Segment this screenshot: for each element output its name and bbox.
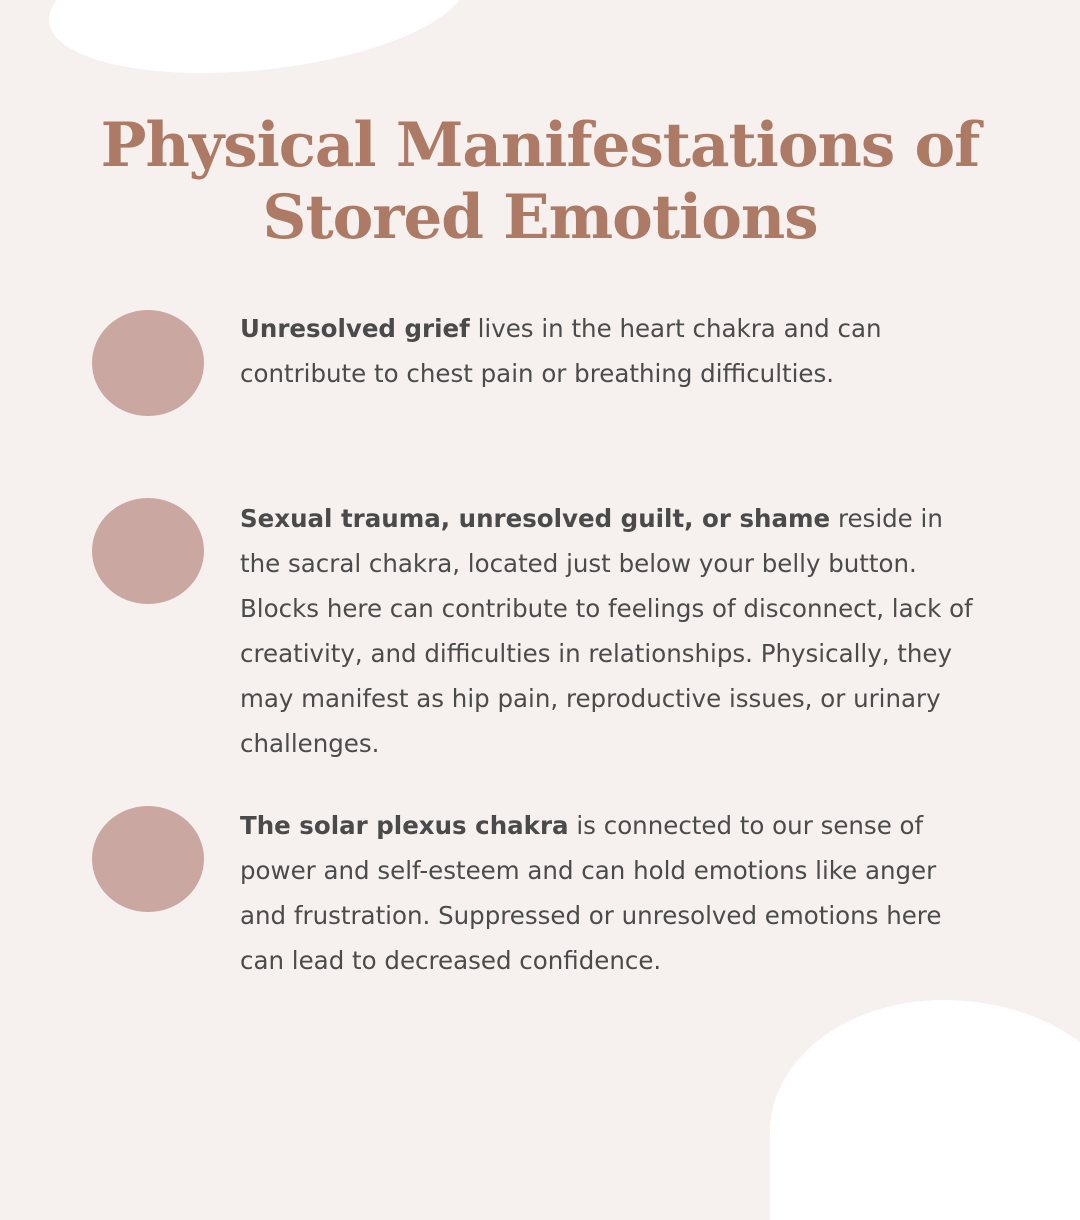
item-text — [240, 496, 990, 766]
item-text — [240, 803, 990, 983]
bullet-circle — [92, 310, 204, 416]
decorative-blob-top — [42, 0, 474, 92]
page-title — [70, 110, 1010, 254]
title-line-1: Physical Manifestations of — [100, 110, 980, 181]
item-heading: The solar plexus chakra — [240, 811, 569, 840]
title-line-2: Stored Emotions — [262, 182, 818, 253]
item-body: lives in the heart chakra and can contribute to chest pain or breathing difficulties. — [240, 314, 882, 388]
item-body: reside in the sacral chakra, located just below your belly button. Blocks here can contribute to feelings of disconnect, lack of creativity, and difficulties in relationships. Physically, they may manifest as hip pain, reproductive issues, or urinary challenges. — [240, 504, 973, 758]
bullet-circle — [92, 498, 204, 604]
bullet-circle — [92, 806, 204, 912]
item-body: is connected to our sense of power and self-esteem and can hold emotions like anger and frustration. Suppressed or unresolved emotions here can lead to decreased confidence. — [240, 811, 942, 975]
item-heading: Unresolved grief — [240, 314, 470, 343]
item-heading: Sexual trauma, unresolved guilt, or shame — [240, 504, 831, 533]
item-text — [240, 306, 990, 396]
decorative-blob-bottom — [770, 1000, 1080, 1220]
